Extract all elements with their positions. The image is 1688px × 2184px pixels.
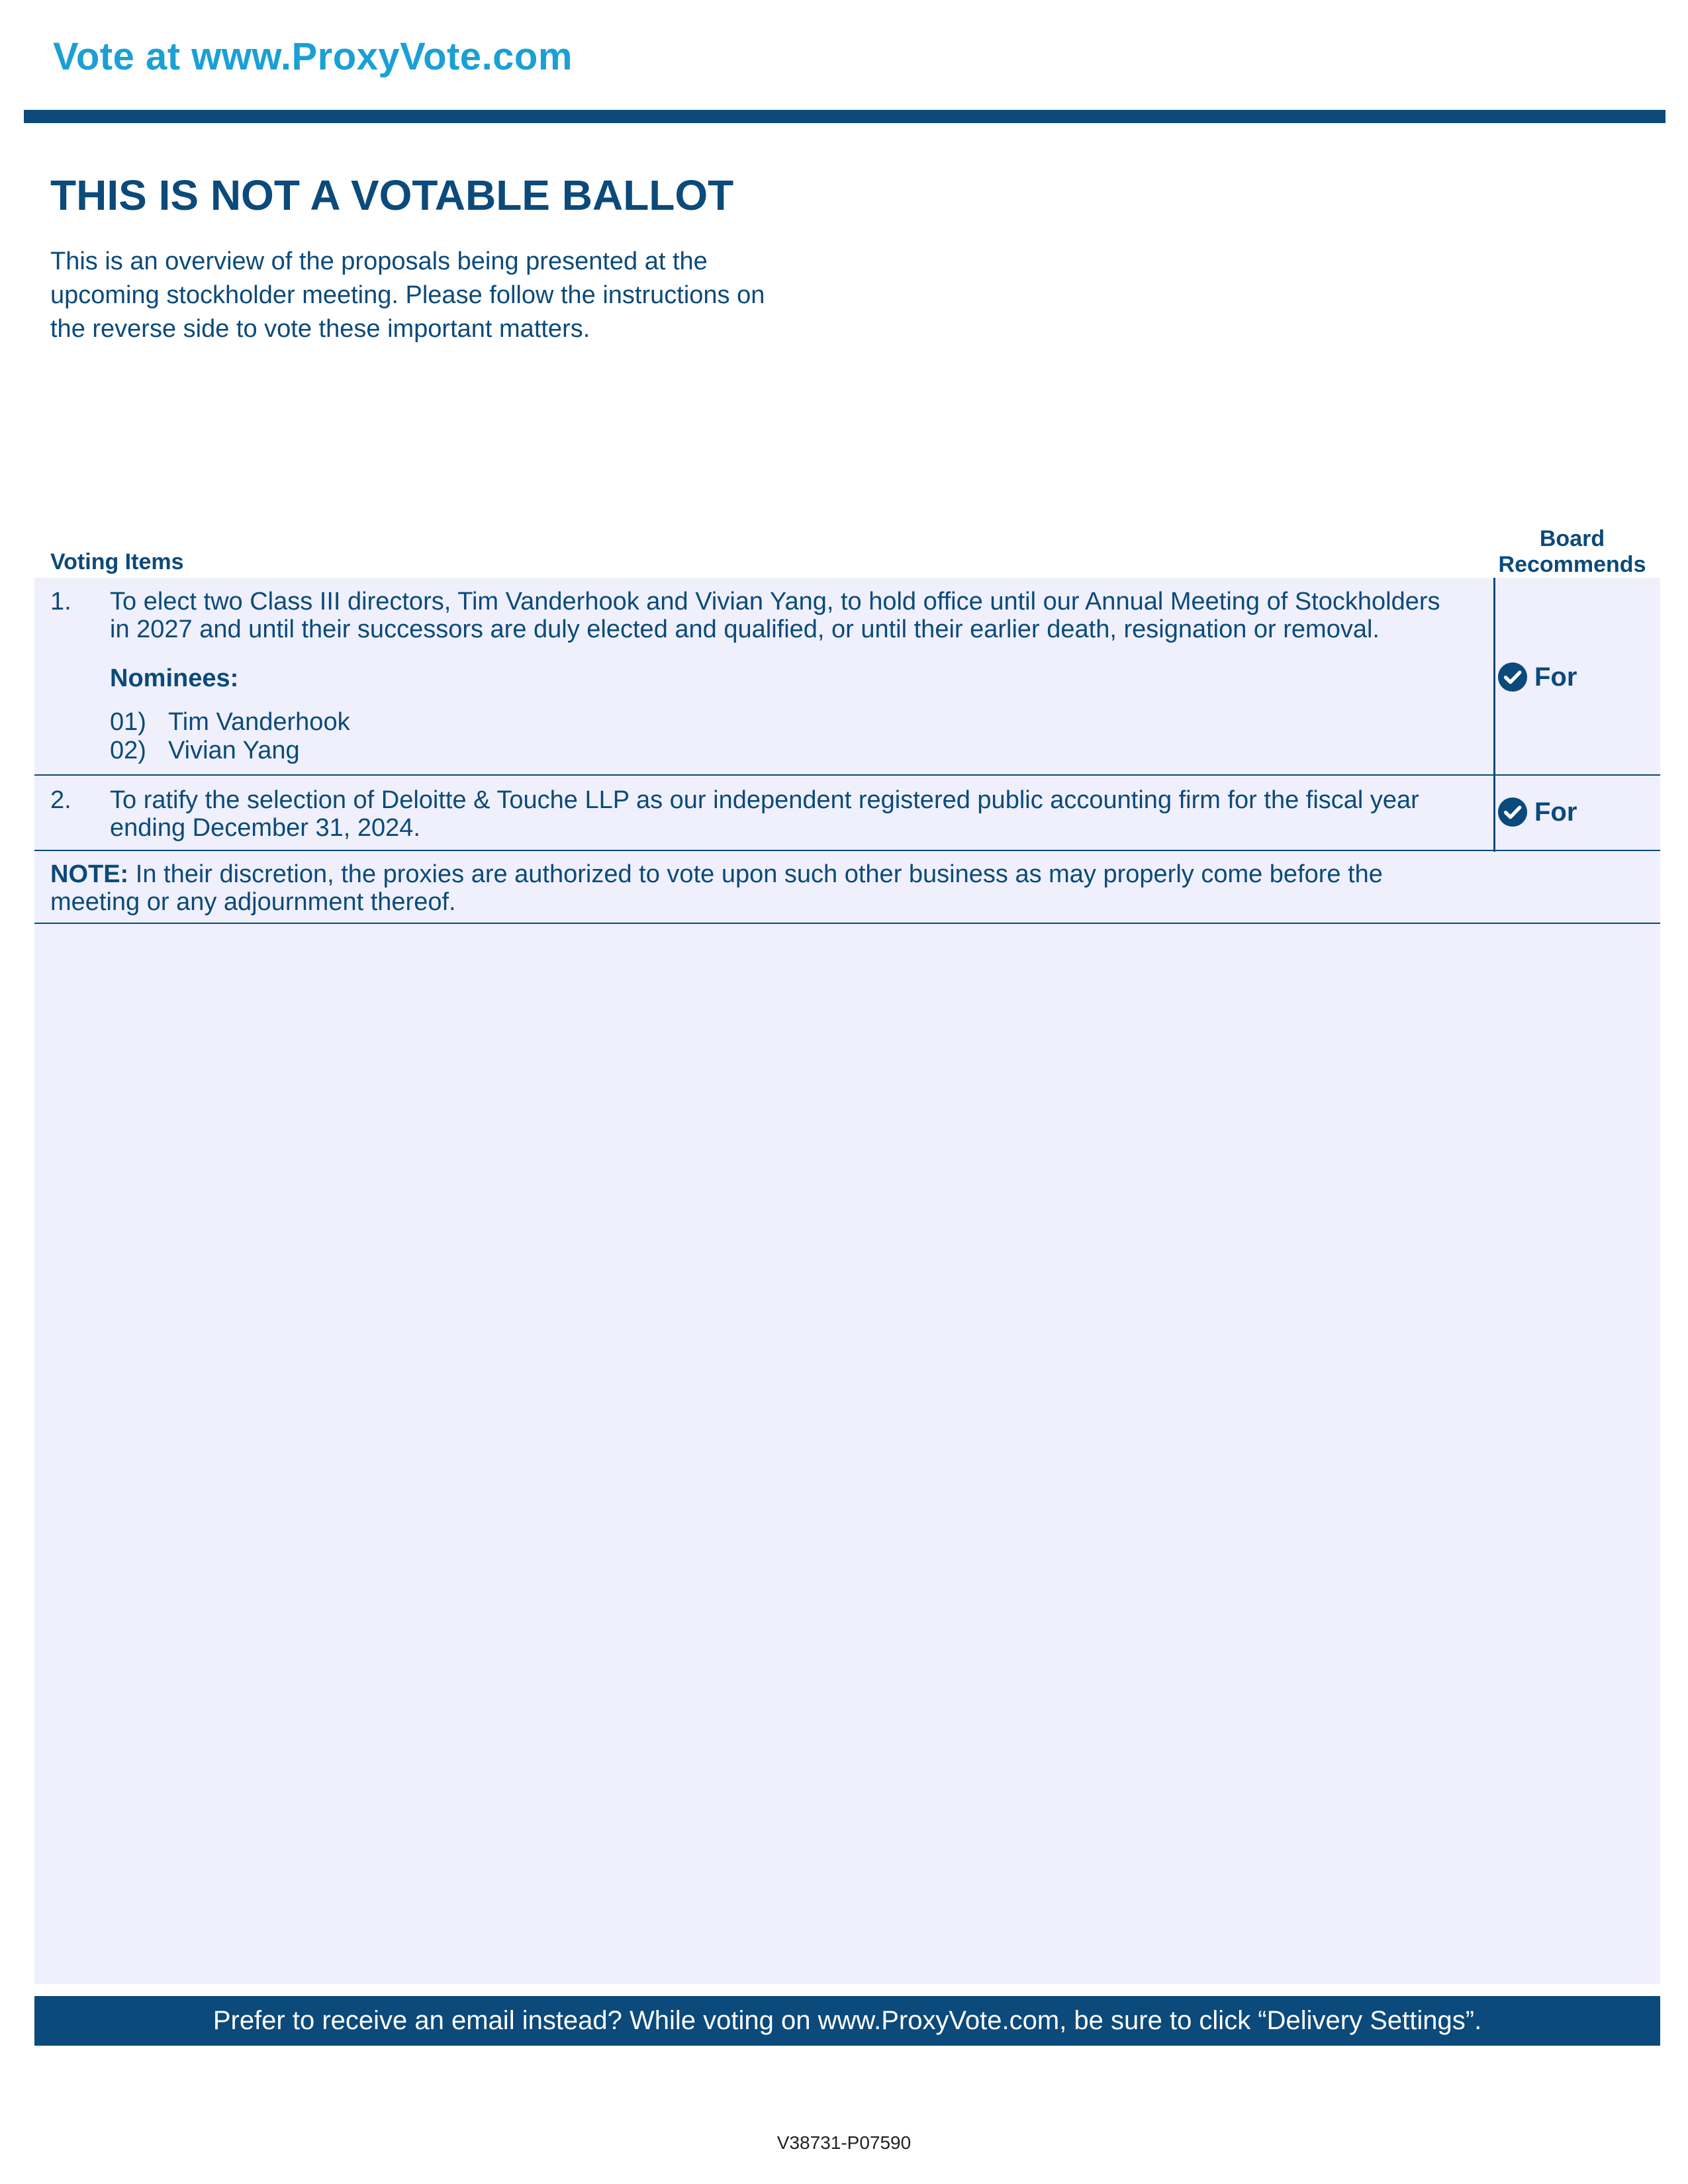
email-delivery-banner (34, 1996, 1660, 2046)
intro-line: upcoming stockholder meeting. Please follow the instructions on (50, 281, 765, 309)
board-recommends-header (1489, 526, 1655, 578)
nominee-name: Tim Vanderhook (168, 708, 350, 736)
item-text-line: ending December 31, 2024. (110, 814, 420, 842)
nominees-label: Nominees: (110, 664, 239, 692)
recommendation-column-divider (1493, 578, 1495, 852)
ballot-title: THIS IS NOT A VOTABLE BALLOT (50, 171, 734, 219)
vote-url-heading: Vote at www.ProxyVote.com (53, 35, 573, 78)
board-header-line: Recommends (1498, 552, 1646, 577)
nominee (110, 708, 350, 737)
check-circle-icon (1497, 797, 1528, 827)
intro-line: the reverse side to vote these important matters. (50, 315, 590, 343)
nominee-number: 01) (110, 708, 146, 736)
voting-items-header: Voting Items (50, 549, 184, 574)
row-divider (34, 774, 1660, 776)
item-number: 2. (50, 786, 71, 814)
nominee-number: 02) (110, 737, 146, 764)
item-number: 1. (50, 588, 71, 615)
note-line-text: In their discretion, the proxies are authorized to vote upon such other business as may properly come before the (128, 860, 1383, 888)
row-divider (34, 923, 1660, 924)
nominee-name: Vivian Yang (168, 737, 300, 764)
item-text-line: in 2027 and until their successors are duly elected and qualified, or until their earlier death, resignation or removal. (110, 615, 1380, 643)
item-description (110, 588, 1440, 643)
document-code: V38731-P07590 (776, 2132, 912, 2153)
note-label: NOTE: (50, 860, 129, 888)
recommendation-label: For (1534, 662, 1577, 692)
item-text-line: To ratify the selection of Deloitte & Touche LLP as our independent registered public accounting firm for the fiscal year (110, 786, 1419, 814)
note-line: meeting or any adjournment thereof. (50, 888, 456, 916)
email-banner-text: Prefer to receive an email instead? While voting on www.ProxyVote.com, be sure to click “Delivery Settings”. (212, 2006, 1482, 2035)
board-recommendation (1497, 661, 1577, 693)
recommendation-label: For (1534, 797, 1577, 827)
item-description (110, 786, 1419, 842)
note-line (50, 860, 1383, 888)
check-circle-icon (1497, 662, 1528, 692)
board-recommendation (1497, 796, 1577, 828)
intro-paragraph (50, 245, 898, 346)
row-divider (34, 850, 1660, 851)
intro-line: This is an overview of the proposals being presented at the (50, 248, 708, 275)
nominee (110, 737, 300, 765)
note-text (50, 860, 1383, 916)
item-text-line: To elect two Class III directors, Tim Vanderhook and Vivian Yang, to hold office until our Annual Meeting of Stockholders (110, 588, 1440, 615)
header-rule (24, 110, 1665, 123)
board-header-line: Board (1539, 526, 1605, 551)
